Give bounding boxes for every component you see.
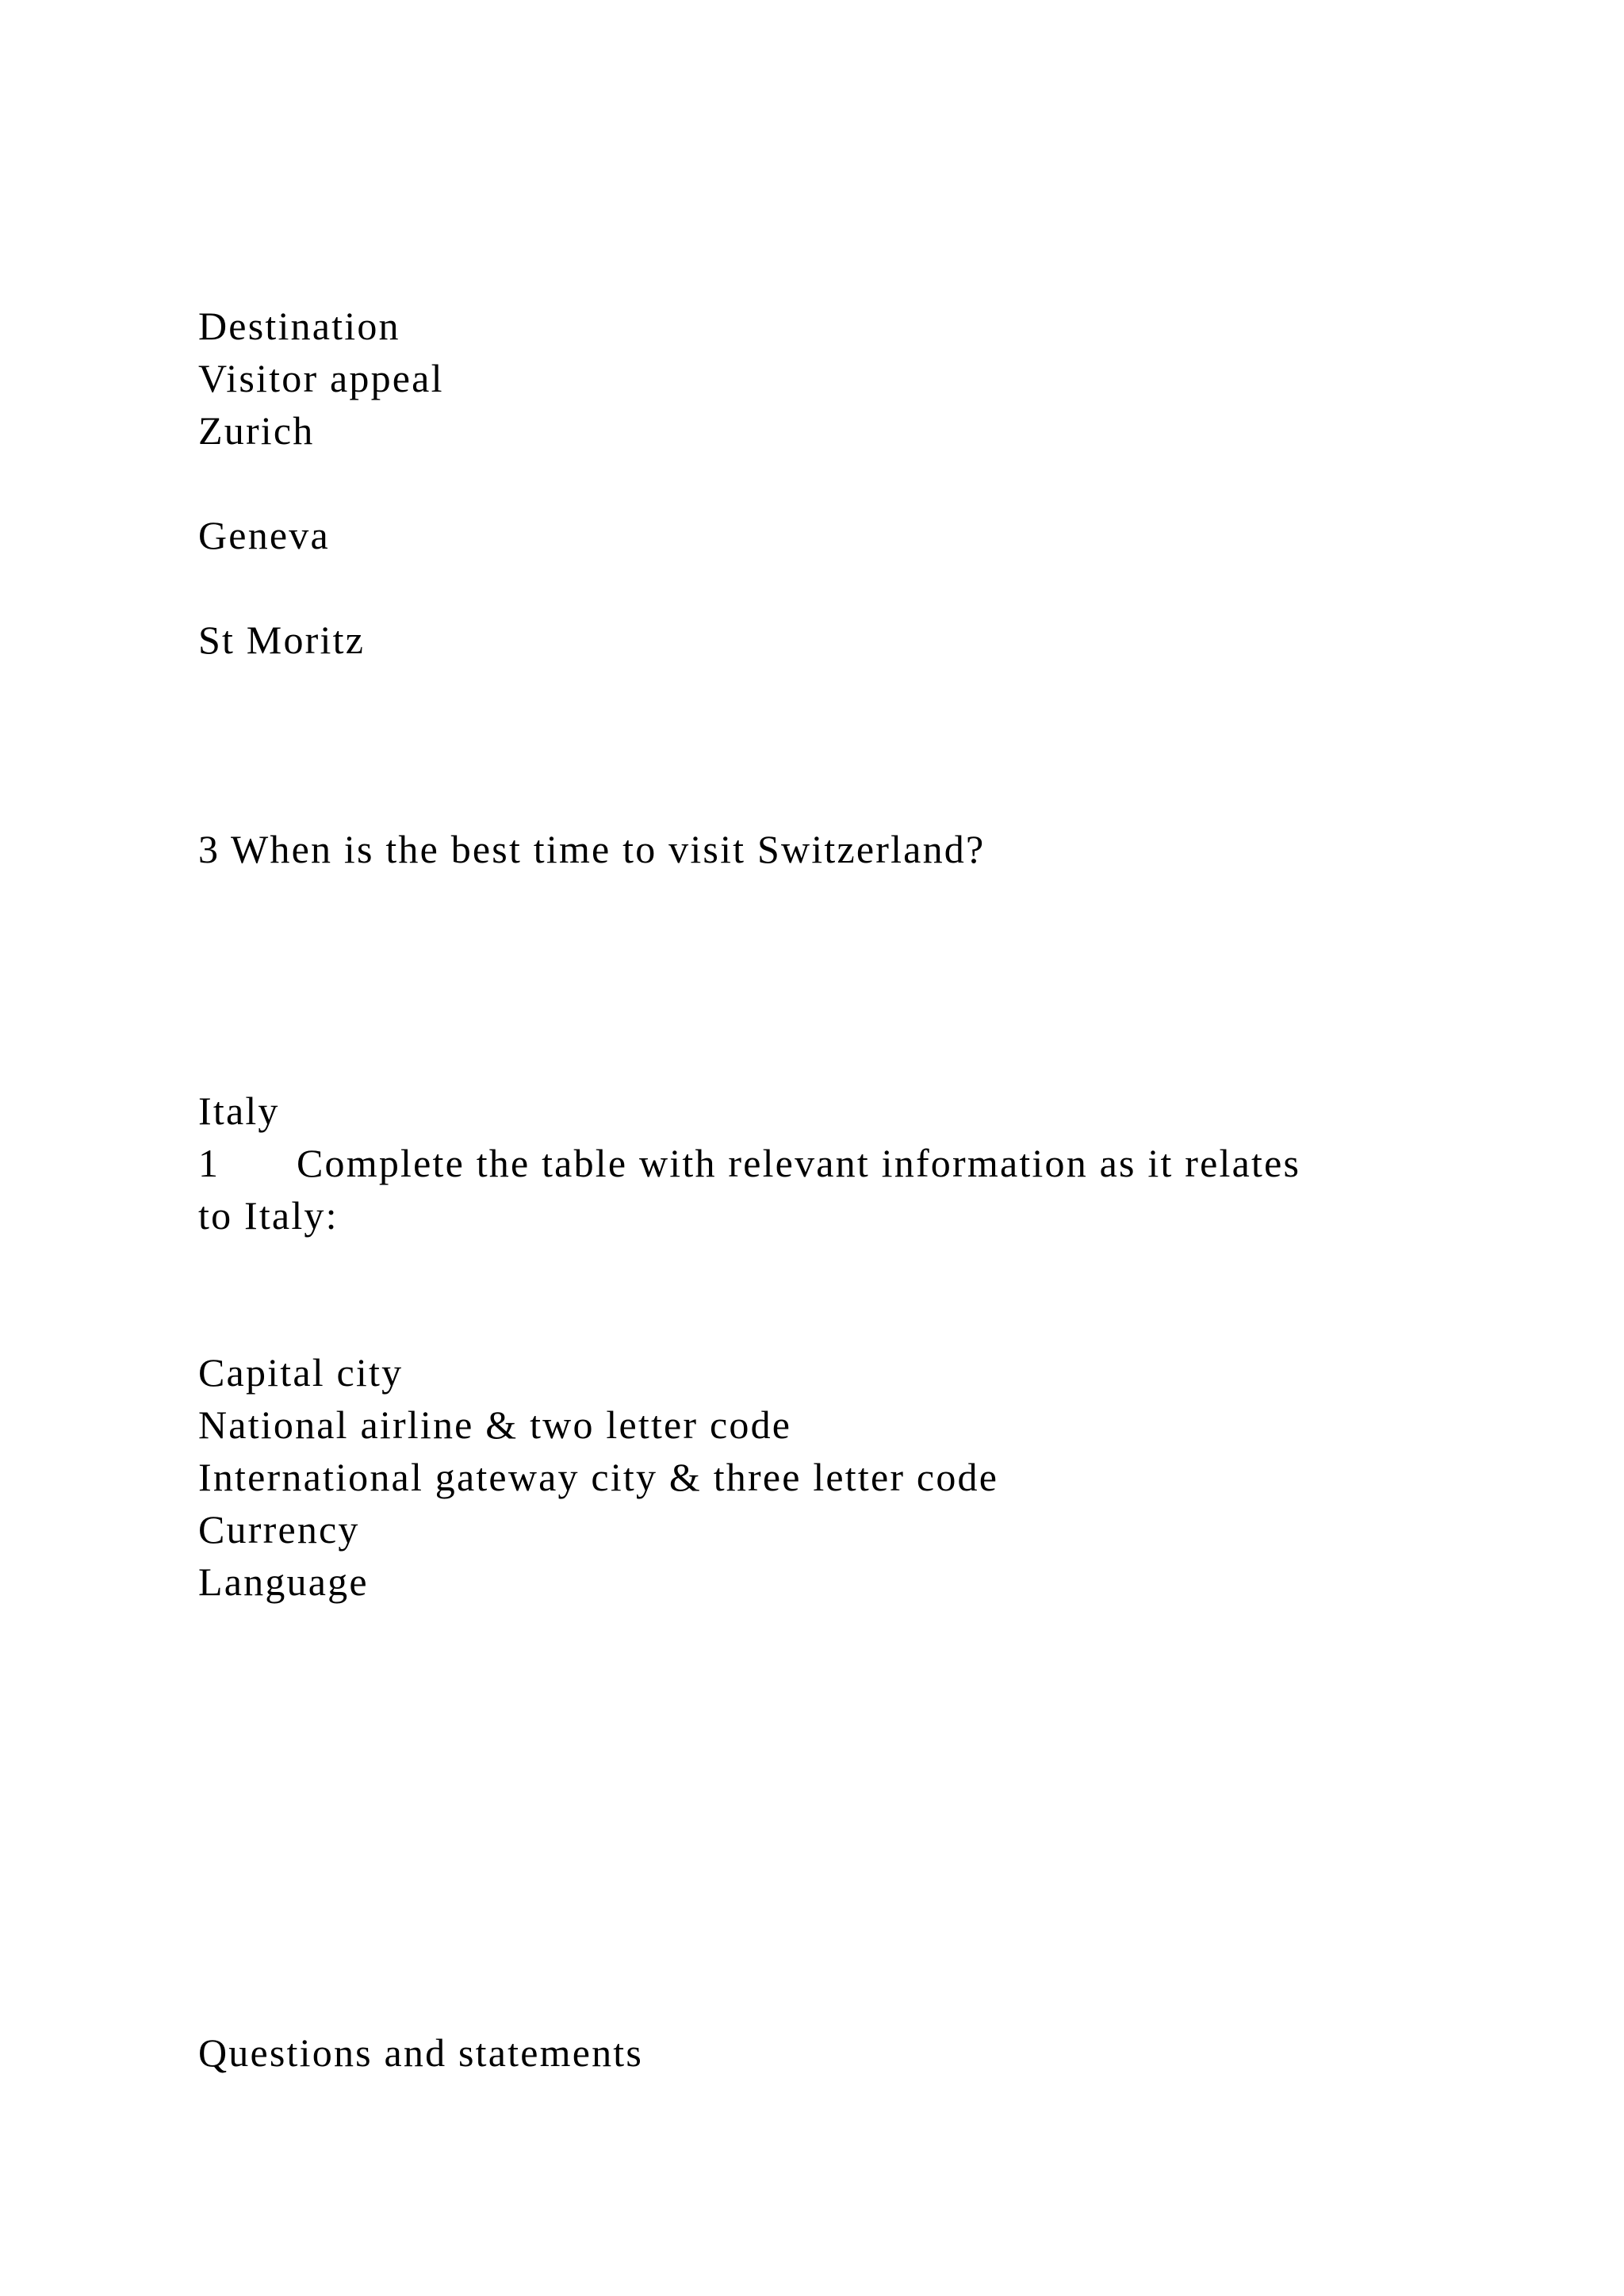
question-1-number: 1 [198, 1141, 220, 1185]
table-row-label: National airline & two letter code [198, 1402, 792, 1447]
table-row-label: Capital city [198, 1350, 404, 1395]
section-heading-questions: Questions and statements [198, 2030, 644, 2075]
question-1-text: Complete the table with relevant information as it relates [297, 1141, 1301, 1185]
table-row-label: Currency [198, 1507, 360, 1552]
table-row-label: International gateway city & three letter code [198, 1455, 999, 1499]
table-header-destination: Destination [198, 304, 400, 348]
table-cell-destination: Geneva [198, 513, 330, 557]
table-cell-destination: St Moritz [198, 618, 366, 662]
table-row-label: Language [198, 1559, 369, 1604]
question-1 [198, 1137, 1300, 1189]
table-header-visitor-appeal: Visitor appeal [198, 356, 444, 400]
question-3: 3 When is the best time to visit Switzerland? [198, 827, 986, 871]
table-cell-destination: Zurich [198, 408, 315, 453]
question-1-continuation: to Italy: [198, 1193, 339, 1238]
section-heading-italy: Italy [198, 1089, 280, 1133]
